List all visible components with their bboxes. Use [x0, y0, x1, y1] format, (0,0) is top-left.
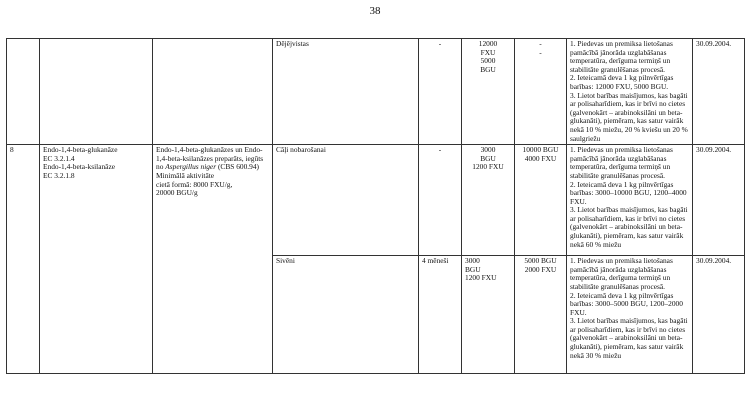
cell-composition	[153, 145, 273, 374]
composition-text: Endo-1,4-beta-glukanāzes un Endo-1,4-beta-ksilanāzes preparāts, iegūts no	[156, 145, 264, 172]
cell-date: 30.09.2004.	[693, 39, 745, 145]
cell-max-age: -	[419, 145, 462, 256]
table-row	[7, 39, 745, 145]
cell-species: Cāļi nobarošanai	[273, 145, 419, 256]
cell-date: 30.09.2004.	[693, 256, 745, 374]
cell-min-content: 12000 FXU 5000 BGU	[462, 39, 515, 145]
cell-no: 8	[7, 145, 40, 374]
cell-provisions: 1. Piedevas un premiksa lietošanas pamācībā jānorāda uzglabāšanas temperatūra, derīguma termiņš un stabilitāte granulēšanas procesā. 2. Ieteicamā deva 1 kg pilnvērtīgas barības: 3000–10000 BGU, 1200–4000 FXU. 3. Lietot barības maisījumos, kas bagāti ar polisaharīdiem, kas ir brīvi no cietes (galvenokārt – arabinoksilāni un beta-glukanāti), piemēram, kas satur vairāk nekā 60 % miežu	[567, 145, 693, 256]
cell-max-content: 10000 BGU 4000 FXU	[515, 145, 567, 256]
cell-max-content: - -	[515, 39, 567, 145]
cell-provisions: 1. Piedevas un premiksa lietošanas pamācībā jānorāda uzglabāšanas temperatūra, derīguma termiņš un stabilitāte granulēšanas procesā. 2. Ieteicamā deva 1 kg pilnvērtīgas barības: 12000 FXU, 5000 BGU. 3. Lietot barības maisījumos, kas bagāti ar polisaharīdiem, kas ir brīvi no cietes (galvenokārt – arabinoksilāni un beta-glukanāti), piemēram, kas satur vairāk nekā 10 % miežu, 20 % kviešu un 20 % saulgriežu	[567, 39, 693, 145]
cell-min-content: 3000 BGU 1200 FXU	[462, 145, 515, 256]
composition-activity: (CBS 600.94) Minimālā aktivitāte cietā formā: 8000 FXU/g, 20000 BGU/g	[156, 162, 260, 198]
cell-additive: Endo-1,4-beta-glukanāze EC 3.2.1.4 Endo-1,4-beta-ksilanāze EC 3.2.1.8	[40, 145, 153, 374]
cell-max-age: 4 mēneši	[419, 256, 462, 374]
cell-species: Sivēni	[273, 256, 419, 374]
cell-max-age: -	[419, 39, 462, 145]
feed-additive-table	[6, 38, 745, 374]
cell-species: Dējējvistas	[273, 39, 419, 145]
cell-composition	[153, 39, 273, 145]
cell-min-content: 3000 BGU 1200 FXU	[462, 256, 515, 374]
table-row	[7, 145, 745, 256]
organism-name: Aspergillus niger	[165, 162, 217, 172]
cell-provisions: 1. Piedevas un premiksa lietošanas pamācībā jānorāda uzglabāšanas temperatūra, derīguma termiņš un stabilitāte granulēšanas procesā. 2. Ieteicamā deva 1 kg pilnvērtīgas barības: 3000–5000 BGU, 1200–2000 FXU. 3. Lietot barības maisījumos, kas bagāti ar polisaharīdiem, kas ir brīvi no cietes (galvenokārt – arabinoksilāni un beta-glukanāti), piemēram, kas satur vairāk nekā 30 % miežu	[567, 256, 693, 374]
cell-no	[7, 39, 40, 145]
page-number: 38	[369, 5, 381, 17]
cell-additive	[40, 39, 153, 145]
cell-max-content: 5000 BGU 2000 FXU	[515, 256, 567, 374]
cell-date: 30.09.2004.	[693, 145, 745, 256]
